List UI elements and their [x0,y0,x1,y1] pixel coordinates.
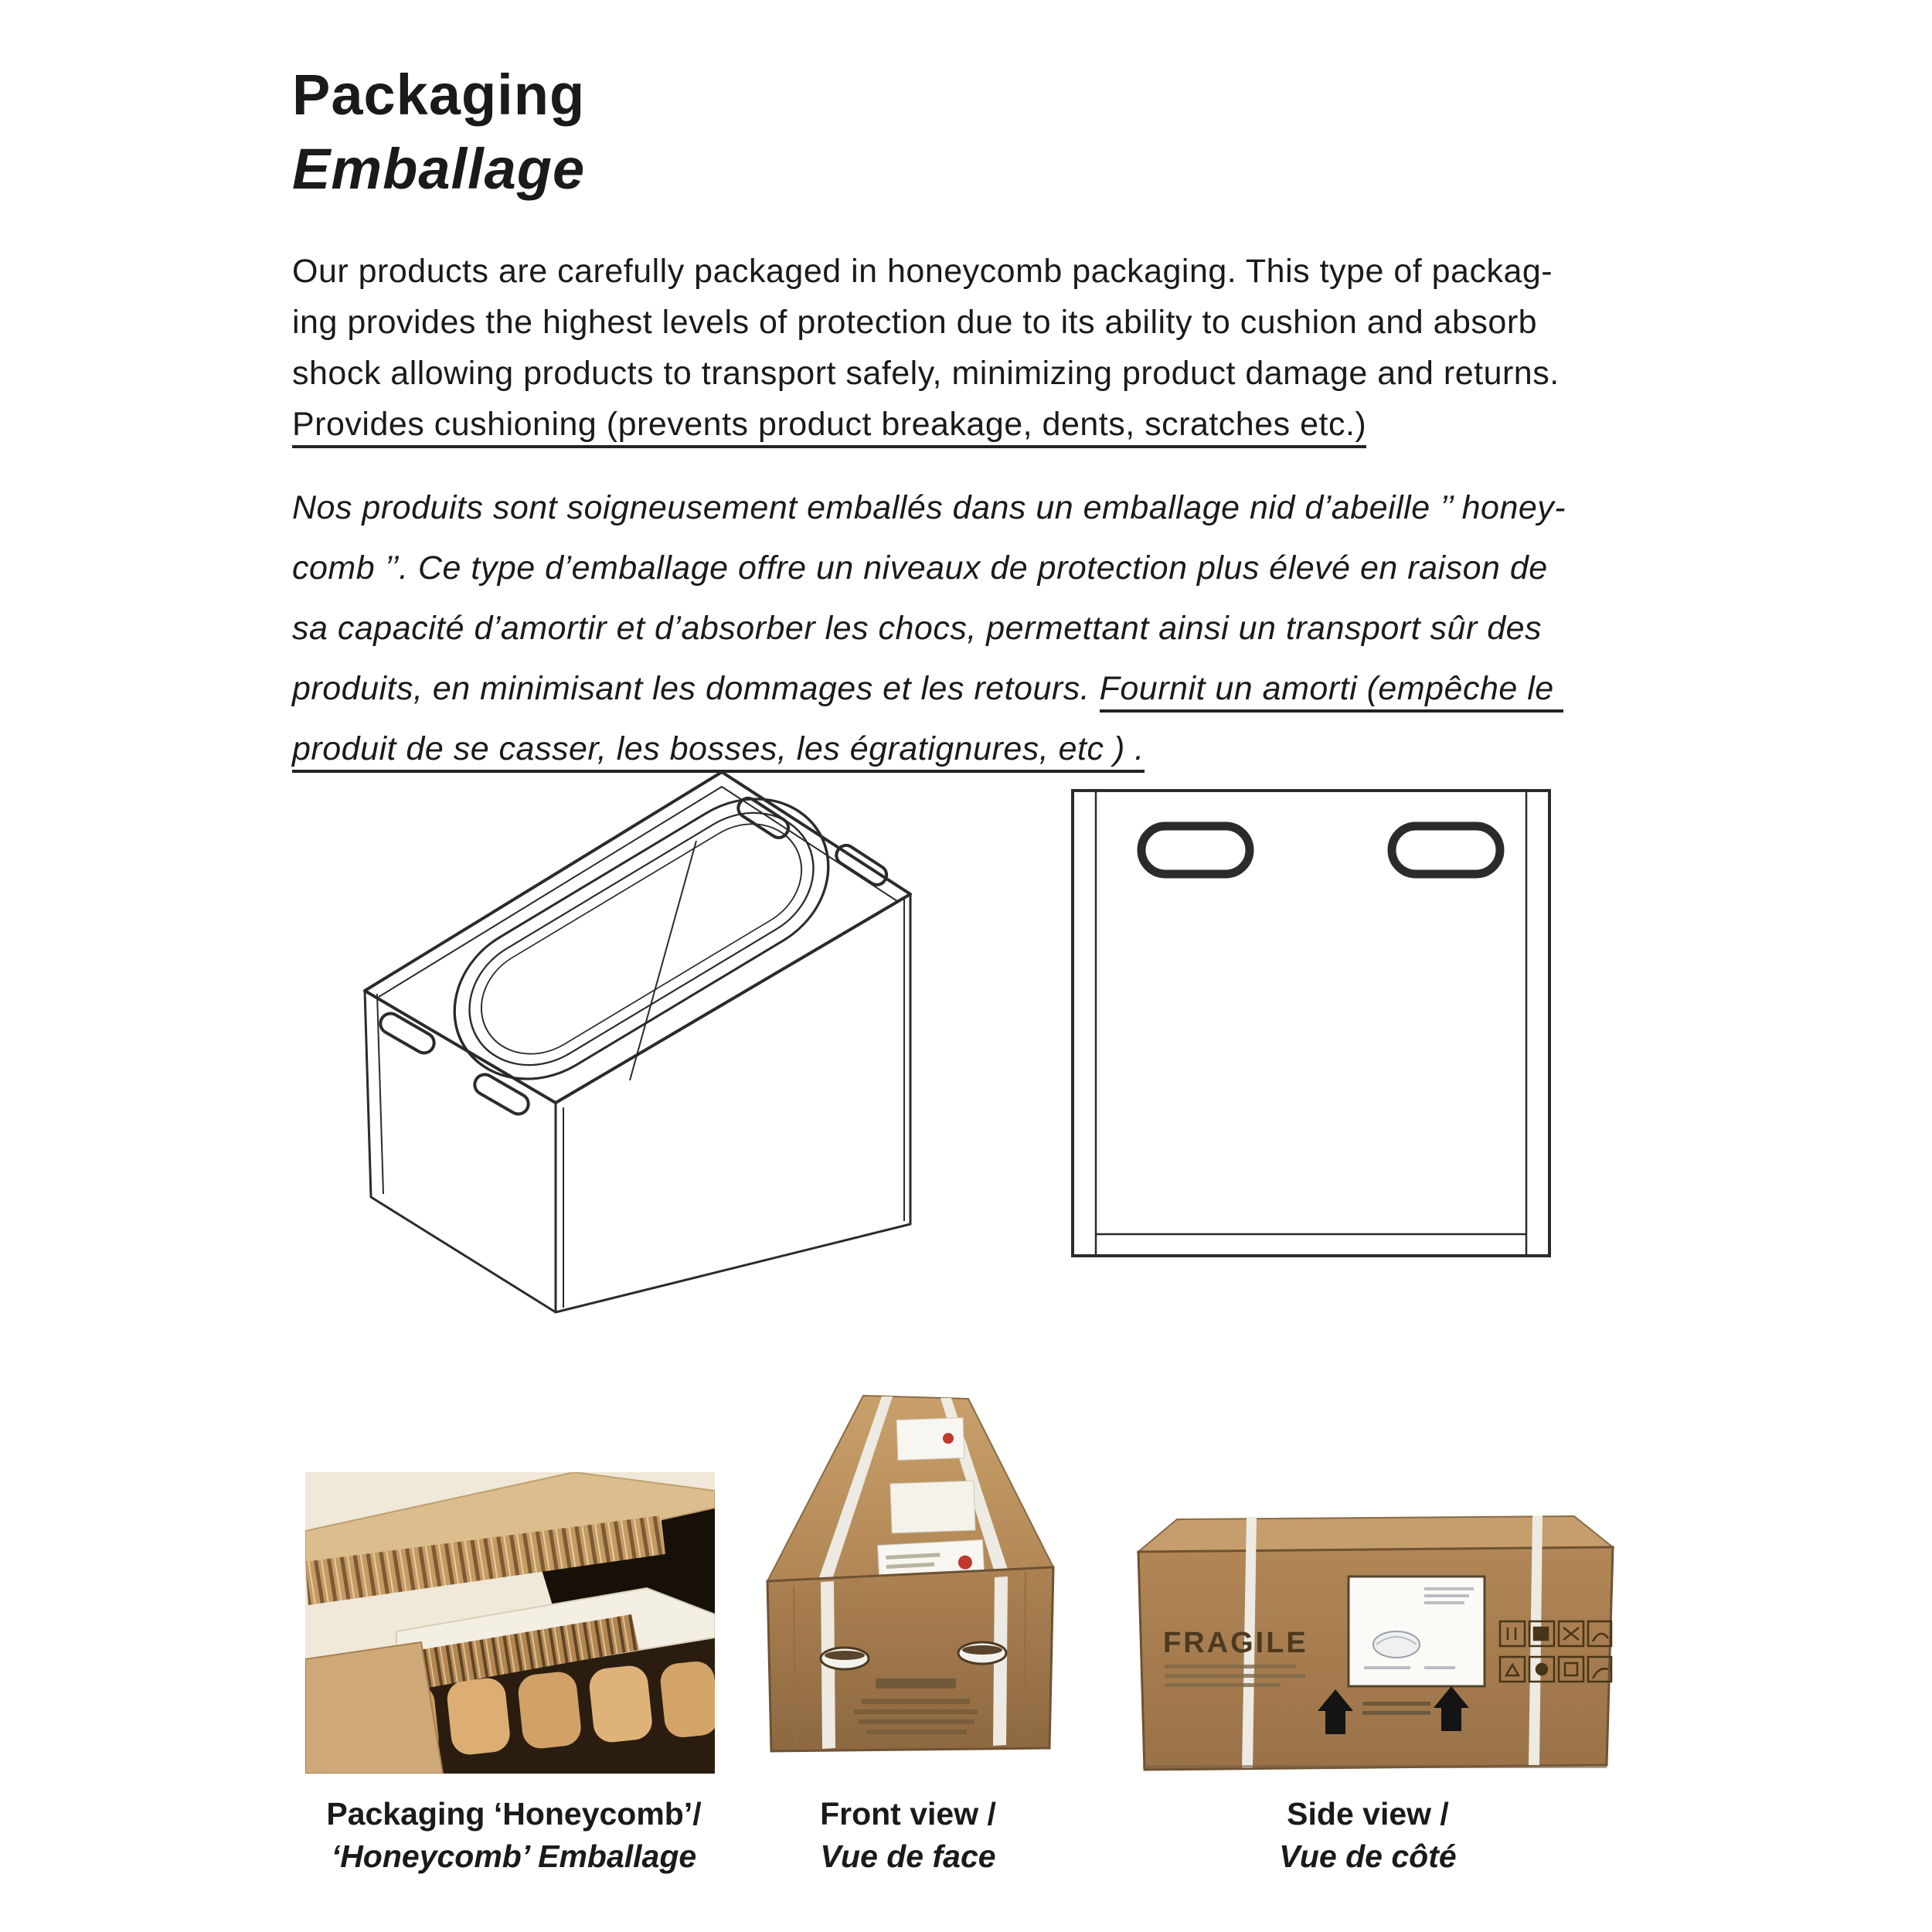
isometric-box-drawing [352,765,927,1318]
french-line-4 [292,658,1566,719]
handle-cutout-right [1392,826,1500,874]
page-title-english: Packaging [292,63,586,127]
english-line-2: ing provides the highest levels of protection due to its ability to cushion and absorb [292,304,1538,341]
caption-side-view [1140,1793,1596,1878]
french-underlined-start: Fournit un amorti (empêche le [1100,670,1564,713]
caption-honeycomb-en: Packaging ‘Honeycomb’/ [326,1796,702,1832]
caption-front-view-fr: Vue de face [820,1838,996,1874]
french-line-1: Nos produits sont soigneusement emballés dans un emballage nid d’abeille ’’ honey- [292,489,1566,526]
intro-paragraph-french [292,478,1566,779]
caption-honeycomb-fr: ‘Honeycomb’ Emballage [331,1838,697,1874]
page-title-french: Emballage [292,137,586,201]
product-label [1349,1577,1485,1686]
side-view-box-photo [1117,1507,1627,1777]
french-line-2: comb ’’. Ce type d’emballage offre un niveaux de protection plus élevé en raison de [292,549,1548,587]
caption-honeycomb [282,1793,746,1878]
english-underlined-sentence: Provides cushioning (prevents product breakage, dents, scratches etc.) [292,406,1366,448]
english-line-1: Our products are carefully packaged in honeycomb packaging. This type of packag- [292,253,1553,290]
english-line-3: shock allowing products to transport safely, minimizing product damage and returns. [292,355,1560,392]
side-handle-slots [377,1010,532,1118]
english-line-4 [292,399,1560,450]
french-line-4-normal: produits, en minimisant les dommages et les retours. [292,670,1100,707]
intro-paragraph-english [292,246,1560,450]
fragile-text: FRAGILE [1163,1627,1308,1659]
caption-side-view-en: Side view / [1287,1796,1449,1832]
front-view-box-photo [746,1391,1070,1758]
caption-front-view [680,1793,1136,1878]
honeycomb-cardboard-photo [305,1472,715,1774]
french-line-3: sa capacité d’amortir et d’absorber les chocs, permettant ainsi un transport sûr des [292,610,1543,647]
handle-cutout-left [1141,826,1250,874]
french-underlined-end: produit de se casser, les bosses, les égratignures, etc ) . [292,730,1145,773]
caption-side-view-fr: Vue de côté [1279,1838,1457,1874]
front-view-drawing [1070,784,1553,1260]
caption-front-view-en: Front view / [820,1796,996,1832]
